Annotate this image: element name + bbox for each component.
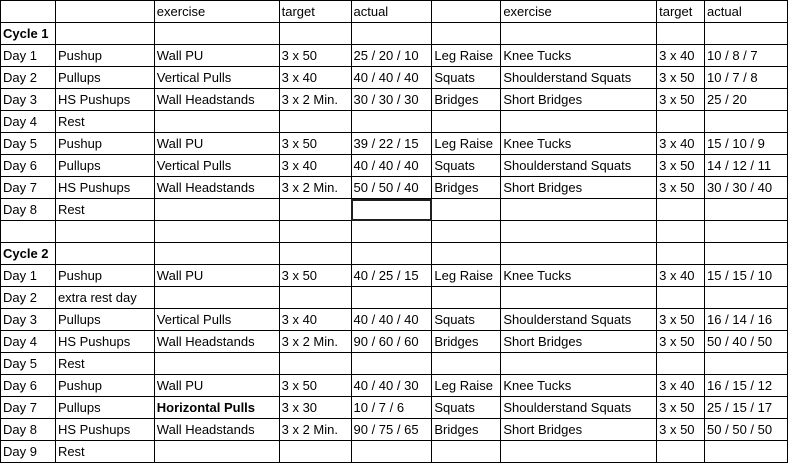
cell-exercise-2-category[interactable]: Squats bbox=[432, 67, 501, 89]
cell-category[interactable] bbox=[55, 221, 154, 243]
cell-day[interactable]: Day 2 bbox=[1, 67, 56, 89]
table-row bbox=[1, 67, 788, 89]
cell-actual-2[interactable]: 30 / 30 / 40 bbox=[705, 177, 788, 199]
cell-exercise-2-category[interactable] bbox=[432, 287, 501, 309]
cell-target[interactable]: 3 x 2 Min. bbox=[279, 419, 351, 441]
header-cell-target-2[interactable]: target bbox=[657, 1, 705, 23]
cell-actual-2[interactable]: 50 / 50 / 50 bbox=[705, 419, 788, 441]
cell-target[interactable]: 3 x 30 bbox=[279, 397, 351, 419]
cell-actual[interactable]: 39 / 22 / 15 bbox=[351, 133, 432, 155]
cell-actual[interactable] bbox=[351, 111, 432, 133]
cell-target[interactable]: 3 x 50 bbox=[279, 265, 351, 287]
cell-category[interactable]: Pushup bbox=[55, 265, 154, 287]
table-row bbox=[1, 287, 788, 309]
cell-exercise-2[interactable] bbox=[501, 287, 657, 309]
table-row bbox=[1, 441, 788, 463]
cell-target-2[interactable]: 3 x 50 bbox=[657, 419, 705, 441]
cell-category[interactable]: Rest bbox=[55, 111, 154, 133]
cell-target-2[interactable] bbox=[657, 221, 705, 243]
cell-actual-2[interactable]: 15 / 15 / 10 bbox=[705, 265, 788, 287]
cell-day[interactable]: Day 3 bbox=[1, 309, 56, 331]
cell-exercise-2[interactable]: Shoulderstand Squats bbox=[501, 67, 657, 89]
cell-target-2[interactable]: 3 x 50 bbox=[657, 331, 705, 353]
table-row bbox=[1, 221, 788, 243]
cell-actual[interactable] bbox=[351, 353, 432, 375]
cell-exercise-2-category[interactable] bbox=[432, 111, 501, 133]
cell-exercise-2[interactable]: Short Bridges bbox=[501, 89, 657, 111]
cell-exercise[interactable]: Wall Headstands bbox=[154, 177, 279, 199]
cell-exercise-2[interactable]: Shoulderstand Squats bbox=[501, 397, 657, 419]
table-row bbox=[1, 353, 788, 375]
cell-exercise-2-category[interactable]: Bridges bbox=[432, 89, 501, 111]
cell-exercise-2-category[interactable]: Squats bbox=[432, 397, 501, 419]
table-row bbox=[1, 23, 788, 45]
cell-target-2[interactable]: 3 x 50 bbox=[657, 155, 705, 177]
cell-target[interactable]: 3 x 2 Min. bbox=[279, 177, 351, 199]
cell-actual-2[interactable]: 16 / 14 / 16 bbox=[705, 309, 788, 331]
cell-exercise-2-category[interactable] bbox=[432, 353, 501, 375]
table-row bbox=[1, 243, 788, 265]
cell-actual-2[interactable]: 50 / 40 / 50 bbox=[705, 331, 788, 353]
cell-exercise[interactable] bbox=[154, 441, 279, 463]
cell-exercise[interactable] bbox=[154, 111, 279, 133]
cell-exercise[interactable]: Wall Headstands bbox=[154, 331, 279, 353]
header-cell-category[interactable] bbox=[55, 1, 154, 23]
cell-exercise[interactable] bbox=[154, 287, 279, 309]
cell-exercise-2[interactable]: Short Bridges bbox=[501, 331, 657, 353]
table-row bbox=[1, 309, 788, 331]
cell-exercise-2[interactable]: Shoulderstand Squats bbox=[501, 155, 657, 177]
cell-exercise-2[interactable] bbox=[501, 199, 657, 221]
cell-category[interactable]: Pullups bbox=[55, 155, 154, 177]
cell-target-2[interactable] bbox=[657, 111, 705, 133]
cell-day[interactable]: Day 1 bbox=[1, 265, 56, 287]
cell-day[interactable]: Day 6 bbox=[1, 375, 56, 397]
cell-target-2[interactable] bbox=[657, 23, 705, 45]
cell-target-2[interactable]: 3 x 40 bbox=[657, 375, 705, 397]
cell-target[interactable]: 3 x 50 bbox=[279, 133, 351, 155]
cell-category[interactable]: Pushup bbox=[55, 375, 154, 397]
cell-exercise[interactable] bbox=[154, 23, 279, 45]
cell-target[interactable] bbox=[279, 243, 351, 265]
cell-day[interactable]: Day 8 bbox=[1, 199, 56, 221]
cell-day[interactable]: Day 5 bbox=[1, 133, 56, 155]
cell-category[interactable] bbox=[55, 23, 154, 45]
header-cell-exercise-2[interactable]: exercise bbox=[501, 1, 657, 23]
cell-exercise-2[interactable] bbox=[501, 221, 657, 243]
header-cell-day[interactable] bbox=[1, 1, 56, 23]
cell-exercise-2-category[interactable]: Leg Raise bbox=[432, 375, 501, 397]
cell-actual-2[interactable] bbox=[705, 287, 788, 309]
cell-target-2[interactable] bbox=[657, 243, 705, 265]
cell-actual[interactable]: 40 / 40 / 40 bbox=[351, 155, 432, 177]
cell-actual-2[interactable]: 14 / 12 / 11 bbox=[705, 155, 788, 177]
cell-target[interactable] bbox=[279, 199, 351, 221]
cell-exercise-2-category[interactable] bbox=[432, 23, 501, 45]
cell-category[interactable]: extra rest day bbox=[55, 287, 154, 309]
cell-exercise-2[interactable]: Shoulderstand Squats bbox=[501, 309, 657, 331]
cell-exercise-2-category[interactable]: Squats bbox=[432, 155, 501, 177]
cell-target-2[interactable] bbox=[657, 441, 705, 463]
cell-actual[interactable]: 40 / 40 / 40 bbox=[351, 67, 432, 89]
cell-actual-2[interactable] bbox=[705, 243, 788, 265]
cell-actual[interactable]: 25 / 20 / 10 bbox=[351, 45, 432, 67]
cell-exercise-2[interactable]: Knee Tucks bbox=[501, 45, 657, 67]
cell-target-2[interactable]: 3 x 50 bbox=[657, 177, 705, 199]
cell-actual-2[interactable] bbox=[705, 353, 788, 375]
cell-target[interactable]: 3 x 2 Min. bbox=[279, 89, 351, 111]
cell-exercise-2[interactable] bbox=[501, 441, 657, 463]
cell-exercise-2-category[interactable]: Leg Raise bbox=[432, 133, 501, 155]
cell-exercise[interactable]: Wall PU bbox=[154, 265, 279, 287]
header-cell-target[interactable]: target bbox=[279, 1, 351, 23]
cell-exercise-2[interactable] bbox=[501, 243, 657, 265]
cell-actual[interactable] bbox=[351, 243, 432, 265]
cell-day[interactable] bbox=[1, 221, 56, 243]
table-row bbox=[1, 133, 788, 155]
table-row bbox=[1, 397, 788, 419]
cell-day[interactable]: Day 9 bbox=[1, 441, 56, 463]
cell-actual[interactable] bbox=[351, 23, 432, 45]
cell-actual[interactable]: 40 / 40 / 30 bbox=[351, 375, 432, 397]
cell-exercise[interactable]: Wall PU bbox=[154, 133, 279, 155]
cell-target[interactable]: 3 x 40 bbox=[279, 155, 351, 177]
cell-target-2[interactable] bbox=[657, 199, 705, 221]
cell-target[interactable] bbox=[279, 23, 351, 45]
cell-exercise-2[interactable] bbox=[501, 353, 657, 375]
table-row bbox=[1, 45, 788, 67]
cell-day[interactable]: Day 2 bbox=[1, 287, 56, 309]
cell-actual[interactable]: 90 / 75 / 65 bbox=[351, 419, 432, 441]
cell-category[interactable]: Rest bbox=[55, 441, 154, 463]
table-row bbox=[1, 111, 788, 133]
cell-target[interactable] bbox=[279, 221, 351, 243]
cell-actual[interactable] bbox=[351, 441, 432, 463]
spreadsheet-body bbox=[1, 1, 788, 463]
cell-exercise-2[interactable]: Short Bridges bbox=[501, 177, 657, 199]
cell-exercise-2-category[interactable]: Bridges bbox=[432, 331, 501, 353]
cell-actual-2[interactable] bbox=[705, 111, 788, 133]
cell-actual-2[interactable]: 15 / 10 / 9 bbox=[705, 133, 788, 155]
cell-day[interactable]: Day 7 bbox=[1, 177, 56, 199]
cell-target[interactable]: 3 x 2 Min. bbox=[279, 331, 351, 353]
cell-target-2[interactable]: 3 x 50 bbox=[657, 309, 705, 331]
cell-day[interactable]: Day 1 bbox=[1, 45, 56, 67]
cell-exercise-2[interactable] bbox=[501, 23, 657, 45]
cell-day[interactable]: Day 7 bbox=[1, 397, 56, 419]
cell-actual[interactable]: 40 / 25 / 15 bbox=[351, 265, 432, 287]
table-row bbox=[1, 177, 788, 199]
cell-category[interactable]: Pullups bbox=[55, 309, 154, 331]
cell-actual-2[interactable] bbox=[705, 23, 788, 45]
cell-category[interactable]: Pullups bbox=[55, 67, 154, 89]
cell-exercise-2-category[interactable] bbox=[432, 221, 501, 243]
cell-actual[interactable]: 90 / 60 / 60 bbox=[351, 331, 432, 353]
cell-exercise-2-category[interactable]: Bridges bbox=[432, 419, 501, 441]
cell-target[interactable]: 3 x 50 bbox=[279, 45, 351, 67]
header-cell-actual[interactable]: actual bbox=[351, 1, 432, 23]
cell-category[interactable]: HS Pushups bbox=[55, 419, 154, 441]
cell-target[interactable] bbox=[279, 111, 351, 133]
cell-category[interactable]: HS Pushups bbox=[55, 177, 154, 199]
cell-target[interactable] bbox=[279, 441, 351, 463]
cell-target-2[interactable]: 3 x 50 bbox=[657, 397, 705, 419]
cell-exercise[interactable]: Horizontal Pulls bbox=[154, 397, 279, 419]
cell-exercise[interactable]: Wall Headstands bbox=[154, 89, 279, 111]
cell-target-2[interactable]: 3 x 40 bbox=[657, 45, 705, 67]
cell-actual[interactable]: 30 / 30 / 30 bbox=[351, 89, 432, 111]
cell-target-2[interactable]: 3 x 50 bbox=[657, 67, 705, 89]
table-row bbox=[1, 265, 788, 287]
cell-day[interactable]: Day 8 bbox=[1, 419, 56, 441]
cell-actual-2[interactable]: 10 / 8 / 7 bbox=[705, 45, 788, 67]
cell-actual[interactable]: 50 / 50 / 40 bbox=[351, 177, 432, 199]
cell-exercise-2-category[interactable] bbox=[432, 441, 501, 463]
cell-target[interactable] bbox=[279, 287, 351, 309]
cell-exercise-2[interactable]: Short Bridges bbox=[501, 419, 657, 441]
table-row bbox=[1, 199, 788, 221]
header-row bbox=[1, 1, 788, 23]
cell-exercise[interactable]: Wall PU bbox=[154, 375, 279, 397]
cell-exercise-2-category[interactable]: Squats bbox=[432, 309, 501, 331]
cell-category[interactable]: Rest bbox=[55, 199, 154, 221]
cell-actual-2[interactable] bbox=[705, 199, 788, 221]
cell-exercise-2-category[interactable]: Leg Raise bbox=[432, 45, 501, 67]
header-cell-exercise-2-category[interactable] bbox=[432, 1, 501, 23]
cell-target[interactable]: 3 x 40 bbox=[279, 67, 351, 89]
cell-target-2[interactable]: 3 x 40 bbox=[657, 133, 705, 155]
cell-actual[interactable]: 10 / 7 / 6 bbox=[351, 397, 432, 419]
cell-target[interactable]: 3 x 50 bbox=[279, 375, 351, 397]
cell-exercise[interactable]: Wall PU bbox=[154, 45, 279, 67]
cell-exercise[interactable]: Vertical Pulls bbox=[154, 155, 279, 177]
cell-day[interactable]: Day 3 bbox=[1, 89, 56, 111]
cell-exercise[interactable]: Vertical Pulls bbox=[154, 67, 279, 89]
cell-category[interactable]: Rest bbox=[55, 353, 154, 375]
cell-target-2[interactable] bbox=[657, 353, 705, 375]
cell-exercise[interactable]: Vertical Pulls bbox=[154, 309, 279, 331]
selected-cell[interactable] bbox=[351, 199, 432, 221]
cell-actual-2[interactable] bbox=[705, 221, 788, 243]
header-cell-actual-2[interactable]: actual bbox=[705, 1, 788, 23]
cell-target-2[interactable]: 3 x 50 bbox=[657, 89, 705, 111]
cell-exercise-2[interactable]: Knee Tucks bbox=[501, 265, 657, 287]
cell-exercise[interactable] bbox=[154, 243, 279, 265]
cell-category[interactable]: Pushup bbox=[55, 45, 154, 67]
cell-target[interactable]: 3 x 40 bbox=[279, 309, 351, 331]
cell-actual-2[interactable]: 25 / 20 bbox=[705, 89, 788, 111]
table-row bbox=[1, 155, 788, 177]
cell-exercise-2[interactable]: Knee Tucks bbox=[501, 375, 657, 397]
cell-actual-2[interactable]: 10 / 7 / 8 bbox=[705, 67, 788, 89]
header-cell-exercise[interactable]: exercise bbox=[154, 1, 279, 23]
cell-exercise-2[interactable] bbox=[501, 111, 657, 133]
cell-exercise-2[interactable]: Knee Tucks bbox=[501, 133, 657, 155]
cell-exercise[interactable] bbox=[154, 353, 279, 375]
table-row bbox=[1, 375, 788, 397]
cell-category[interactable]: HS Pushups bbox=[55, 331, 154, 353]
cell-actual-2[interactable]: 16 / 15 / 12 bbox=[705, 375, 788, 397]
cell-day[interactable]: Day 5 bbox=[1, 353, 56, 375]
cell-category[interactable] bbox=[55, 243, 154, 265]
cell-actual[interactable] bbox=[351, 287, 432, 309]
cell-target-2[interactable]: 3 x 40 bbox=[657, 265, 705, 287]
table-row bbox=[1, 419, 788, 441]
cell-target[interactable] bbox=[279, 353, 351, 375]
cell-actual-2[interactable]: 25 / 15 / 17 bbox=[705, 397, 788, 419]
table-row bbox=[1, 89, 788, 111]
cell-category[interactable]: Pushup bbox=[55, 133, 154, 155]
cell-exercise-2-category[interactable] bbox=[432, 243, 501, 265]
cell-actual[interactable] bbox=[351, 221, 432, 243]
cell-day[interactable]: Day 4 bbox=[1, 111, 56, 133]
table-row bbox=[1, 331, 788, 353]
cell-exercise-2-category[interactable]: Bridges bbox=[432, 177, 501, 199]
cell-category[interactable]: HS Pushups bbox=[55, 89, 154, 111]
cell-exercise[interactable] bbox=[154, 221, 279, 243]
cell-exercise[interactable] bbox=[154, 199, 279, 221]
cell-day[interactable]: Day 4 bbox=[1, 331, 56, 353]
cell-day[interactable]: Cycle 1 bbox=[1, 23, 56, 45]
cell-day[interactable]: Cycle 2 bbox=[1, 243, 56, 265]
cell-day[interactable]: Day 6 bbox=[1, 155, 56, 177]
cell-exercise[interactable]: Wall Headstands bbox=[154, 419, 279, 441]
cell-exercise-2-category[interactable] bbox=[432, 199, 501, 221]
cell-actual-2[interactable] bbox=[705, 441, 788, 463]
cell-actual[interactable]: 40 / 40 / 40 bbox=[351, 309, 432, 331]
cell-exercise-2-category[interactable]: Leg Raise bbox=[432, 265, 501, 287]
cell-target-2[interactable] bbox=[657, 287, 705, 309]
cell-category[interactable]: Pullups bbox=[55, 397, 154, 419]
